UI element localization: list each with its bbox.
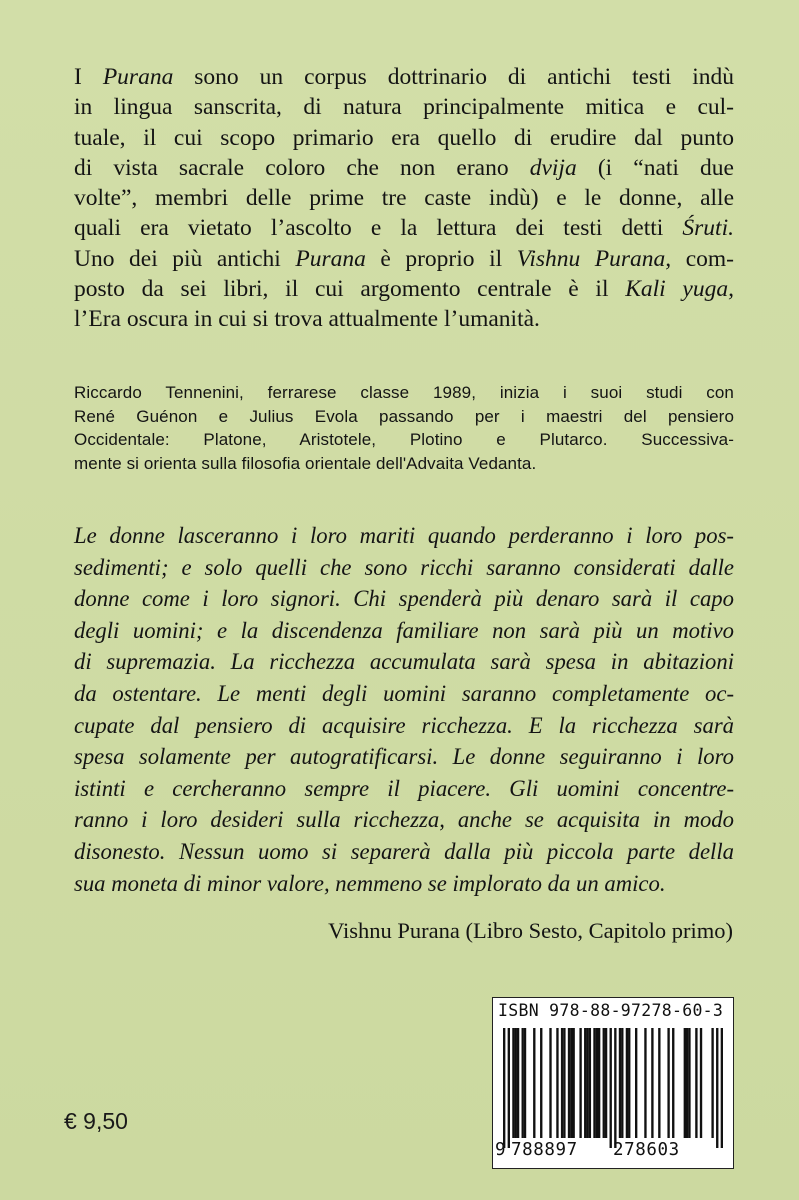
author-bio-line: René Guénon e Julius Evola passando per i maestri del pensiero [74, 406, 734, 426]
author-bio-line: Occidentale: Platone, Aristotele, Plotino e Plutarco. Successiva- [74, 430, 734, 449]
barcode-bar [619, 1028, 621, 1138]
quote-line: disonesto. Nessun uomo si separerà dalla più piccola parte della [74, 838, 734, 864]
barcode-bar [626, 1028, 628, 1138]
barcode-bar [522, 1028, 524, 1138]
barcode-bar [603, 1028, 605, 1138]
quote-source: Vishnu Purana (Libro Sesto, Capitolo primo) [328, 918, 733, 943]
barcode-bar [644, 1028, 646, 1138]
synopsis-line: tuale, il cui scopo primario era quello di erudire dal punto [74, 124, 734, 151]
barcode-bar [515, 1028, 517, 1138]
quote-line: di supremazia. La ricchezza accumulata sarà spesa in abitazioni [74, 649, 734, 675]
italic-term: Vishnu Purana, [516, 245, 672, 272]
barcode-bar [635, 1028, 637, 1138]
barcode-bar [503, 1028, 505, 1148]
barcode-bar [711, 1028, 713, 1138]
ean-first-digit: 9 [495, 1140, 506, 1160]
barcode-bar [508, 1028, 510, 1148]
synopsis-paragraph [74, 62, 734, 335]
barcode-bar [721, 1028, 723, 1148]
isbn-label: ISBN 978-88-97278-60-3 [498, 1001, 724, 1020]
author-bio [74, 381, 734, 475]
author-bio-line: Riccardo Tennenini, ferrarese classe 1989, inizia i suoi studi con [74, 383, 734, 402]
quote-line: spesa solamente per autogratificarsi. Le donne seguiranno i loro [74, 744, 734, 770]
quote-line: ranno i loro desideri sulla ricchezza, anche se acquisita in modo [74, 807, 734, 833]
barcode-bar [667, 1028, 669, 1138]
barcode-bar [584, 1028, 586, 1138]
barcode-bar [688, 1028, 690, 1138]
barcode-bar [561, 1028, 563, 1138]
barcode-bar [658, 1028, 660, 1138]
barcode-bar [533, 1028, 535, 1138]
barcode-bar [589, 1028, 591, 1138]
barcode-bar [540, 1028, 542, 1138]
barcode-bar [610, 1028, 612, 1148]
barcode-bar [695, 1028, 697, 1138]
italic-term: dvija [529, 154, 577, 181]
quote-line: da ostentare. Le menti degli uomini saranno completamente oc- [74, 680, 734, 706]
barcode-bar [651, 1028, 653, 1138]
barcode-bar [524, 1028, 526, 1138]
synopsis-line: volte”, membri delle prime tre caste indù) e le donne, alle [74, 185, 734, 212]
italic-term: Purana [102, 64, 174, 90]
synopsis-line: di vista sacrale coloro che non erano dvija (i “nati due [74, 154, 734, 181]
barcode-bar [684, 1028, 686, 1138]
barcode-bar [598, 1028, 600, 1138]
italic-term: Kali yuga, [625, 276, 734, 303]
ean-left-group: 788897 [511, 1140, 578, 1160]
synopsis-line: in lingua sanscrita, di natura principalmente mitica e cul- [74, 94, 734, 121]
synopsis-line: Uno dei più antichi Purana è proprio il Vishnu Purana, com- [74, 245, 735, 272]
quote-line: Le donne lasceranno i loro mariti quando perderanno i loro pos- [74, 523, 734, 548]
price-label: € 9,50 [64, 1108, 128, 1134]
synopsis-line: posto da sei libri, il cui argomento centrale è il Kali yuga, [74, 276, 734, 303]
vishnu-purana-quote [74, 520, 734, 899]
barcode-bar [586, 1028, 588, 1138]
barcode-bar [579, 1028, 581, 1138]
quote-line: donne come i loro signori. Chi spenderà più denaro sarà il capo [74, 586, 734, 612]
barcode-bar [563, 1028, 565, 1138]
quote-line: cupate dal pensiero di acquisire ricchezza. E la ricchezza sarà [74, 712, 734, 738]
barcode-bar [572, 1028, 574, 1138]
barcode-bars [503, 1028, 723, 1148]
synopsis-line: l’Era oscura in cui si trova attualmente l’umanità. [74, 306, 540, 333]
barcode-bar [570, 1028, 572, 1138]
barcode-bar [614, 1028, 616, 1148]
italic-term: Śruti. [682, 215, 734, 242]
barcode-bar [593, 1028, 595, 1138]
author-bio-line: mente si orienta sulla filosofia orientale dell'Advaita Vedanta. [74, 453, 537, 473]
synopsis-line: quali era vietato l’ascolto e la lettura dei testi detti Śruti. [74, 215, 734, 242]
barcode-bar [716, 1028, 718, 1148]
synopsis-line: I Purana sono un corpus dottrinario di antichi testi indù [74, 64, 735, 90]
barcode-bar [517, 1028, 519, 1138]
quote-line: sua moneta di minor valore, nemmeno se implorato da un amico. [74, 870, 666, 896]
isbn-barcode [492, 997, 734, 1169]
barcode-bar [512, 1028, 514, 1138]
barcode-bar [672, 1028, 674, 1138]
barcode-bar [556, 1028, 558, 1138]
barcode-bar [568, 1028, 570, 1138]
quote-line: sedimenti; e solo quelli che sono ricchi saranno considerati dalle [74, 554, 734, 580]
barcode-bar [686, 1028, 688, 1138]
barcode-bar [605, 1028, 607, 1138]
barcode-bar [700, 1028, 702, 1138]
barcode-bar [596, 1028, 598, 1138]
barcode-bar [549, 1028, 551, 1138]
ean-right-group: 278603 [613, 1140, 680, 1160]
italic-term: Purana [295, 245, 366, 272]
quote-line: degli uomini; e la discendenza familiare non sarà più un motivo [74, 617, 734, 643]
barcode-bar [628, 1028, 630, 1138]
barcode-bar [621, 1028, 623, 1138]
quote-line: istinti e cercheranno sempre il piacere. Gli uomini concentre- [74, 775, 734, 801]
